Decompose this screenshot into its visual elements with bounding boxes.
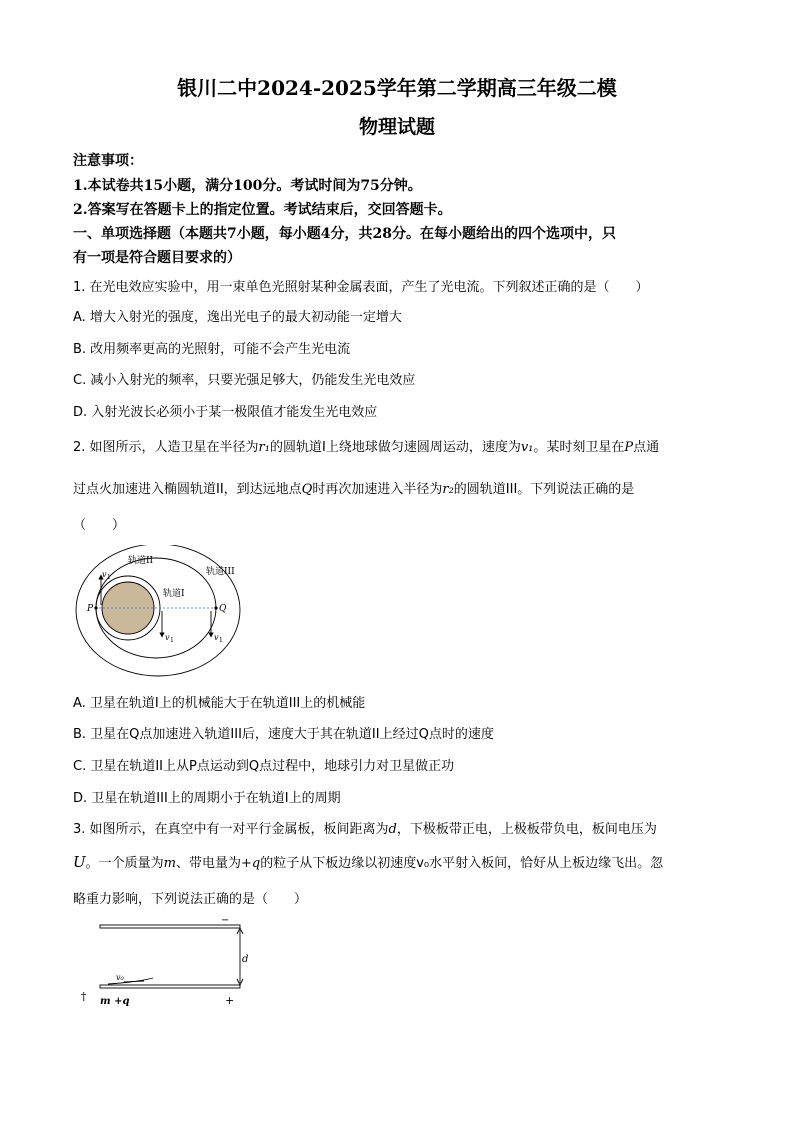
q3-text: 3. 如图所示，在真空中有一对平行金属板，板间距离为: [73, 822, 389, 837]
question-1-stem: 1. 在光电效应实验中，用一束单色光照射某种金属表面，产生了光电流。下列叙述正确的是（ ）: [73, 280, 649, 295]
question-1-option-d: D. 入射光波长必须小于某一极限值才能发生光电效应: [73, 405, 378, 420]
question-1-option-a: A. 增大入射光的强度，逸出光电子的最大初动能一定增大: [73, 310, 402, 325]
q3-var-u: U: [73, 853, 86, 871]
q2-text: 时再次加速进入半径为: [312, 482, 443, 497]
question-1-option-c: C. 减小入射光的频率，只要光强足够大，仍能发生光电效应: [73, 373, 416, 388]
point-q-dot: [214, 606, 217, 609]
q2-text: 的圆轨道I上绕地球做匀速圆周运动，速度为: [269, 440, 521, 455]
question-2-stem-line2: [73, 478, 724, 497]
question-3-line3: 略重力影响，下列说法正确的是（ ）: [73, 892, 308, 907]
distance-label: d: [242, 954, 249, 965]
upper-plate: [100, 925, 240, 928]
point-p-label: P: [87, 604, 94, 614]
q3-var-d: d: [388, 822, 397, 837]
question-2-option-b: B. 卫星在Q点加速进入轨道III后，速度大于其在轨道II上经过Q点时的速度: [73, 727, 494, 742]
v-sub-orbit1: 1: [170, 637, 174, 644]
point-q-label: Q: [219, 604, 227, 614]
v-label-p: v: [102, 570, 107, 579]
lower-plate-plus: +: [225, 994, 235, 1007]
q2-var-v1: v₁: [520, 440, 534, 455]
orbit-ii-label: 轨道II: [128, 556, 154, 566]
q2-text: 过点火加速进入椭圆轨道II，到达远地点: [73, 482, 302, 497]
exam-subject: 物理试题: [358, 116, 435, 138]
left-mark: †: [81, 990, 87, 1003]
orbit-i-label: 轨道I: [163, 589, 185, 599]
section-heading-line1: 一、单项选择题（本题共7小题，每小题4分，共28分。在每小题给出的四个选项中，只: [73, 226, 616, 242]
question-1-option-b: B. 改用频率更高的光照射，可能不会产生光电流: [73, 342, 351, 357]
question-3-line1: [73, 818, 724, 837]
lower-plate: [100, 985, 240, 988]
exam-title: 银川二中2024-2025学年第二学期高三年级二模: [177, 76, 617, 100]
v-label-orbit1: v: [165, 633, 170, 642]
question-2-paren: （ ）: [73, 518, 126, 533]
particle-trajectory: [108, 978, 153, 984]
notes-heading: 注意事项：: [73, 153, 143, 169]
q2-text: 点通: [633, 440, 660, 455]
velocity-arrow: [124, 981, 144, 982]
q2-var-p: P: [624, 440, 634, 455]
mass-charge-label: m +q: [100, 996, 130, 1007]
capacitor-figure: [78, 912, 278, 1012]
q2-var-r2: r₂: [442, 482, 454, 497]
v-sub-q: 1: [219, 637, 223, 644]
v-label-q: v: [214, 633, 219, 642]
q3-text: 的粒子从下板边缘以初速度v₀水平射入板间，恰好从上板边缘飞出。忽: [260, 856, 664, 871]
orbit-iii-label: 轨道III: [206, 567, 235, 577]
q2-text: 2. 如图所示，人造卫星在半径为: [73, 440, 259, 455]
upper-plate-minus: −: [221, 915, 230, 926]
note-item-2: 2.答案写在答题卡上的指定位置。考试结束后，交回答题卡。: [73, 202, 452, 218]
question-2-option-c: C. 卫星在轨道II上从P点运动到Q点过程中，地球引力对卫星做正功: [73, 759, 455, 774]
section-heading-line2: 有一项是符合题目要求的）: [73, 250, 241, 266]
orbit-iii: [76, 545, 240, 676]
q3-text: 、带电量为: [176, 856, 242, 871]
orbit-figure: [73, 545, 243, 681]
note-item-1: 1.本试卷共15小题，满分100分。考试时间为75分钟。: [73, 178, 422, 194]
q3-text: 。一个质量为: [85, 856, 164, 871]
question-2-option-a: A. 卫星在轨道I上的机械能大于在轨道III上的机械能: [73, 696, 366, 711]
question-2-stem-line1: [73, 436, 724, 455]
q3-var-m: m: [163, 856, 176, 871]
q3-text: ，下极板带正电，上极板带负电，板间电压为: [396, 822, 657, 837]
v-sub-p: 1: [107, 574, 111, 581]
question-2-option-d: D. 卫星在轨道III上的周期小于在轨道I上的周期: [73, 791, 341, 806]
q2-var-q: Q: [301, 482, 313, 497]
q2-text: 。某时刻卫星在: [533, 440, 625, 455]
q3-var-q: +q: [241, 856, 261, 871]
point-p-dot: [94, 606, 97, 609]
v0-label: v₀: [116, 973, 124, 982]
q2-var-r1: r₁: [258, 440, 270, 455]
question-3-line2: [73, 852, 724, 871]
q2-text: 的圆轨道III。下列说法正确的是: [453, 482, 635, 497]
